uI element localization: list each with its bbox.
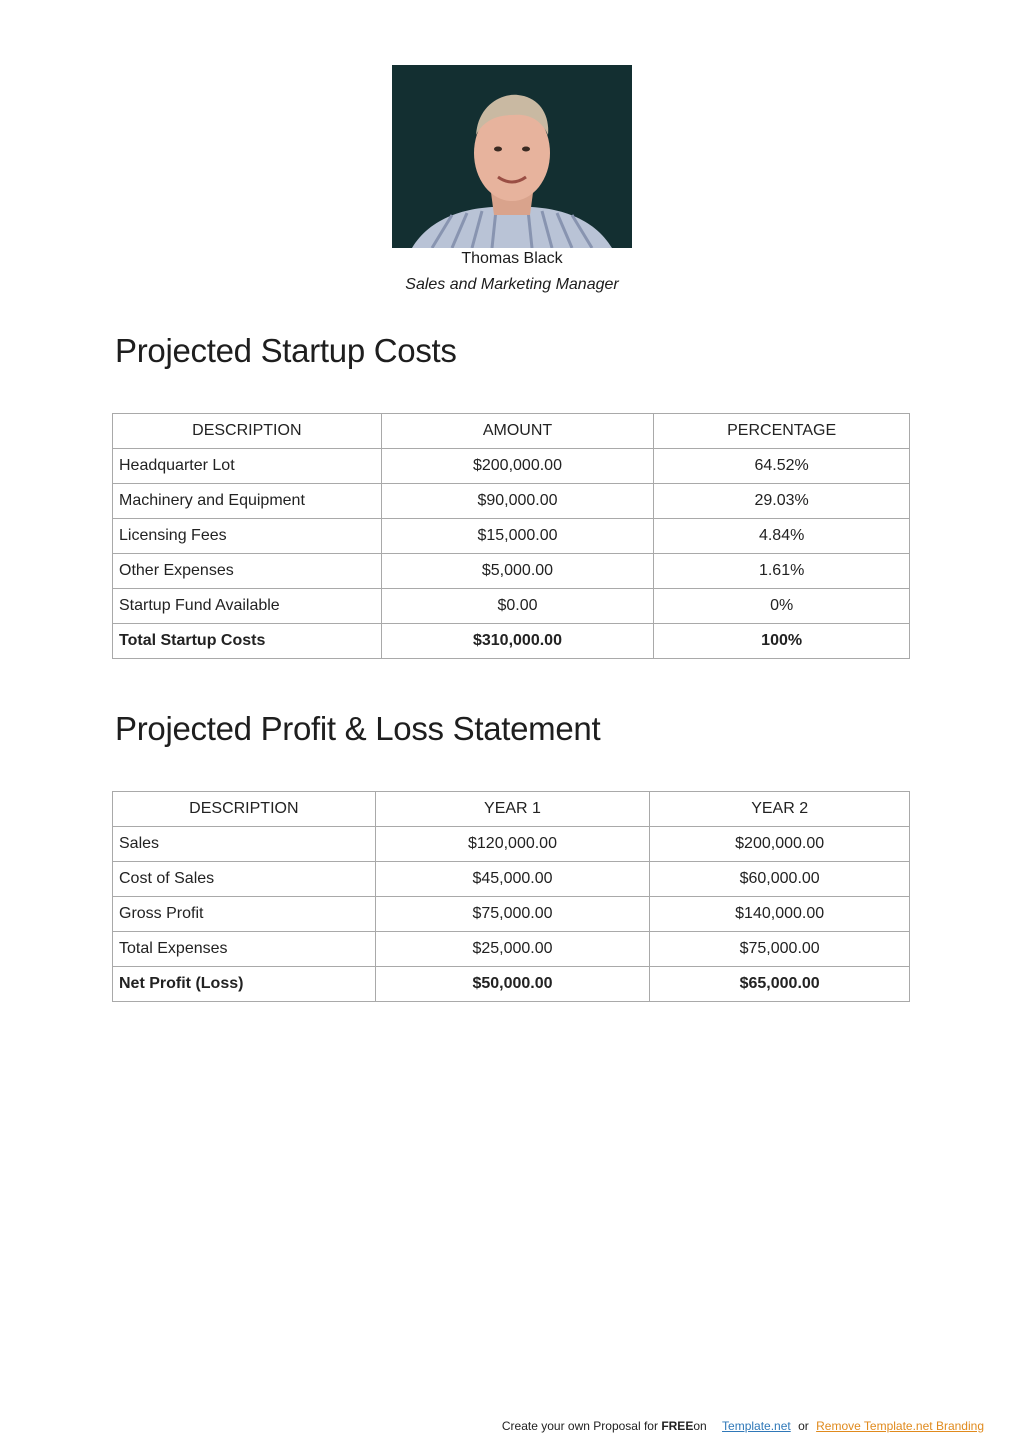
table-row xyxy=(113,932,910,967)
description-cell: Headquarter Lot xyxy=(113,449,382,484)
profit-loss-heading: Projected Profit & Loss Statement xyxy=(115,710,601,747)
description-cell: Cost of Sales xyxy=(113,862,376,897)
column-header: DESCRIPTION xyxy=(113,792,376,827)
profile-photo xyxy=(392,65,632,248)
amount-cell: $90,000.00 xyxy=(381,484,654,519)
total-amount-cell: $310,000.00 xyxy=(381,624,654,659)
description-cell: Machinery and Equipment xyxy=(113,484,382,519)
footer-on: on xyxy=(693,1419,707,1433)
description-cell: Total Expenses xyxy=(113,932,376,967)
branding-footer xyxy=(502,1419,984,1433)
person-name: Thomas Black xyxy=(461,250,563,267)
percentage-cell: 64.52% xyxy=(654,449,910,484)
description-cell: Gross Profit xyxy=(113,897,376,932)
percentage-cell: 29.03% xyxy=(654,484,910,519)
description-cell: Licensing Fees xyxy=(113,519,382,554)
profit-loss-table xyxy=(112,791,910,1002)
footer-or: or xyxy=(798,1419,809,1433)
percentage-cell: 1.61% xyxy=(654,554,910,589)
column-header: YEAR 2 xyxy=(650,792,910,827)
total-label-cell: Net Profit (Loss) xyxy=(113,967,376,1002)
year1-cell: $25,000.00 xyxy=(375,932,650,967)
column-header: AMOUNT xyxy=(381,414,654,449)
footer-free: FREE xyxy=(661,1419,694,1433)
portrait-image xyxy=(392,65,632,248)
amount-cell: $200,000.00 xyxy=(381,449,654,484)
template-net-link[interactable]: Template.net xyxy=(722,1419,791,1433)
table-row xyxy=(113,897,910,932)
year1-cell: $120,000.00 xyxy=(375,827,650,862)
amount-cell: $0.00 xyxy=(381,589,654,624)
table-row xyxy=(113,827,910,862)
year2-cell: $75,000.00 xyxy=(650,932,910,967)
total-year2-cell: $65,000.00 xyxy=(650,967,910,1002)
table-header-row xyxy=(113,414,910,449)
table-row xyxy=(113,862,910,897)
total-year1-cell: $50,000.00 xyxy=(375,967,650,1002)
year2-cell: $140,000.00 xyxy=(650,897,910,932)
amount-cell: $15,000.00 xyxy=(381,519,654,554)
footer-prefix: Create your own Proposal for xyxy=(501,1419,658,1433)
year1-cell: $45,000.00 xyxy=(375,862,650,897)
table-row xyxy=(113,449,910,484)
column-header: DESCRIPTION xyxy=(113,414,382,449)
total-label-cell: Total Startup Costs xyxy=(113,624,382,659)
description-cell: Startup Fund Available xyxy=(113,589,382,624)
year1-cell: $75,000.00 xyxy=(375,897,650,932)
table-row xyxy=(113,589,910,624)
table-total-row xyxy=(113,624,910,659)
startup-costs-heading: Projected Startup Costs xyxy=(115,332,457,369)
amount-cell: $5,000.00 xyxy=(381,554,654,589)
startup-costs-table xyxy=(112,413,910,659)
table-header-row xyxy=(113,792,910,827)
percentage-cell: 0% xyxy=(654,589,910,624)
total-percentage-cell: 100% xyxy=(654,624,910,659)
column-header: YEAR 1 xyxy=(375,792,650,827)
year2-cell: $200,000.00 xyxy=(650,827,910,862)
table-row xyxy=(113,554,910,589)
person-role: Sales and Marketing Manager xyxy=(405,276,619,293)
table-row xyxy=(113,484,910,519)
percentage-cell: 4.84% xyxy=(654,519,910,554)
table-row xyxy=(113,519,910,554)
column-header: PERCENTAGE xyxy=(654,414,910,449)
description-cell: Sales xyxy=(113,827,376,862)
remove-branding-link[interactable]: Remove Template.net Branding xyxy=(816,1419,984,1433)
year2-cell: $60,000.00 xyxy=(650,862,910,897)
table-total-row xyxy=(113,967,910,1002)
description-cell: Other Expenses xyxy=(113,554,382,589)
